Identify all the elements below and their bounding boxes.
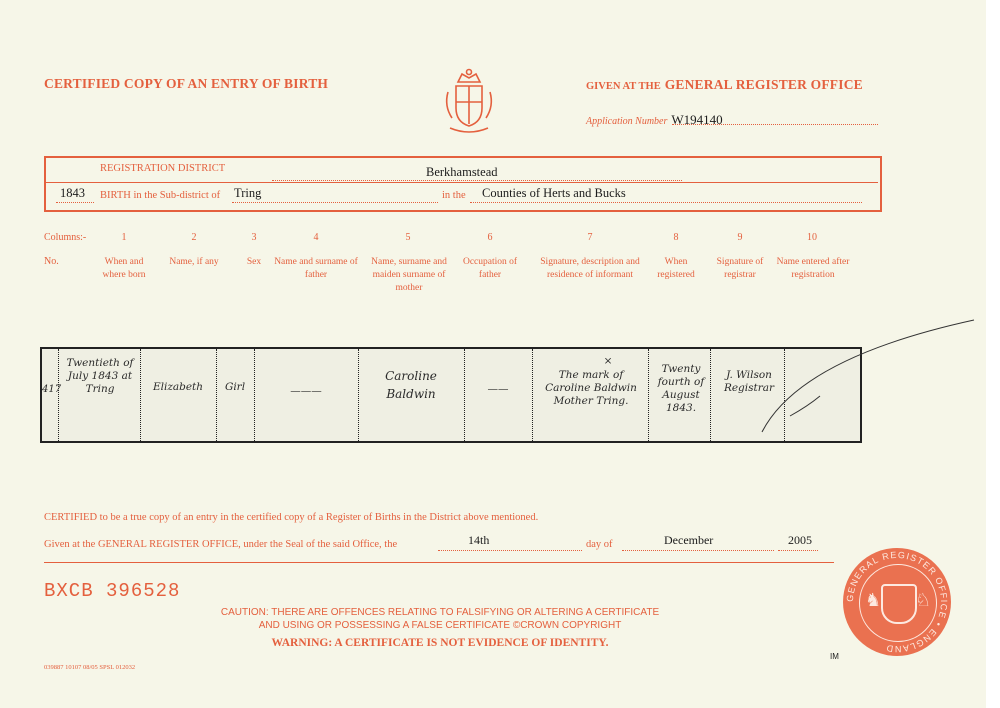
row-divider: [358, 349, 360, 441]
columns-label: Columns:-: [44, 232, 87, 243]
col-head-registered: When registered: [657, 257, 695, 280]
gro-heading: [586, 76, 863, 94]
certification-divider: [44, 562, 834, 563]
given-line: Given at the GENERAL REGISTER OFFICE, under the Seal of the said Office, the: [44, 539, 398, 550]
col-num-1: 1: [121, 232, 127, 243]
day-rule: [438, 550, 582, 551]
application-number: W194140: [671, 112, 723, 127]
row-divider: [254, 349, 256, 441]
entry-mother: Caroline Baldwin: [385, 369, 437, 401]
birth-label: BIRTH in the Sub-district of: [100, 190, 221, 201]
col-head-informant: Signature, description and residence of informant: [540, 257, 640, 280]
seal-lion-icon: ♞: [865, 590, 882, 610]
entry-name: Elizabeth: [152, 381, 204, 393]
year-value: 1843: [60, 186, 85, 200]
royal-crest-icon: [442, 68, 496, 138]
in-the-label: in the: [442, 190, 466, 201]
scan-margin: [986, 0, 1000, 708]
application-line: [586, 111, 723, 129]
col-num-6: 6: [487, 232, 493, 243]
col-head-registrar: Signature of registrar: [716, 257, 764, 280]
cert-year: 2005: [788, 533, 812, 547]
year-rule: [778, 550, 818, 551]
warning-line: WARNING: A CERTIFICATE IS NOT EVIDENCE OF IDENTITY.: [271, 637, 609, 649]
cancellation-stroke: [760, 318, 976, 438]
entry-number: 417: [42, 384, 62, 395]
entry-row: [40, 347, 862, 443]
year-rule: [56, 202, 94, 203]
row-divider: [710, 349, 712, 441]
row-divider: [464, 349, 466, 441]
entry-informant: The mark of Caroline Baldwin Mother Tring.: [545, 369, 637, 407]
month-rule: [622, 550, 774, 551]
seal-text-ring: [843, 548, 951, 656]
col-num-8: 8: [673, 232, 679, 243]
seal-text: GENERAL REGISTER OFFICE • ENGLAND: [844, 549, 950, 655]
col-head-occupation: Occupation of father: [462, 257, 518, 280]
seal-unicorn-icon: ♘: [915, 590, 932, 610]
day-of-label: day of: [586, 539, 613, 550]
col-num-7: 7: [587, 232, 593, 243]
entry-registered: Twenty fourth of August 1843.: [657, 363, 705, 414]
entry-sex: Girl: [224, 381, 246, 393]
gro-seal: [843, 548, 951, 656]
col-num-3: 3: [251, 232, 257, 243]
initials: IM: [830, 652, 839, 661]
district-divider: [46, 182, 878, 183]
col-num-4: 4: [313, 232, 319, 243]
district-rule: [272, 180, 682, 181]
row-divider: [532, 349, 534, 441]
col-head-sex: Sex: [246, 257, 262, 267]
district-value: Berkhamstead: [426, 165, 498, 179]
application-label: Application Number: [586, 116, 668, 127]
subdistrict-value: Tring: [234, 186, 262, 200]
counties-value: Counties of Herts and Bucks: [482, 186, 626, 200]
informant-mark-cross: ×: [603, 355, 613, 367]
col-head-name: Name, if any: [169, 257, 219, 267]
certificate-title: CERTIFIED COPY OF AN ENTRY OF BIRTH: [44, 76, 329, 91]
entry-father: ———: [290, 385, 322, 397]
gro-prefix: GIVEN AT THE: [586, 81, 661, 92]
col-num-2: 2: [191, 232, 197, 243]
subdistrict-rule: [232, 202, 438, 203]
col-head-after-reg: Name entered after registration: [776, 257, 850, 280]
entry-occupation: ——: [487, 383, 509, 395]
col-num-9: 9: [737, 232, 743, 243]
caution-line-2: AND USING OR POSSESSING A FALSE CERTIFICATE ©CROWN COPYRIGHT: [258, 620, 622, 631]
row-divider: [648, 349, 650, 441]
cert-day: 14th: [468, 533, 490, 547]
footer-code: 039887 10107 08/05 SPSL 012032: [44, 664, 136, 671]
gro-title: GENERAL REGISTER OFFICE: [664, 77, 863, 92]
entry-when-where: Twentieth of July 1843 at Tring: [66, 357, 134, 395]
svg-text:GENERAL REGISTER OFFICE • ENGL: [845, 550, 949, 654]
entry-registrar: J. Wilson Registrar: [723, 369, 775, 394]
cert-month: December: [664, 533, 714, 547]
certified-line: CERTIFIED to be a true copy of an entry in the certified copy of a Register of Births in the District above mentioned.: [44, 512, 539, 523]
counties-rule: [470, 202, 862, 203]
col-head-when-born: When and where born: [102, 257, 146, 280]
col-num-10: 10: [807, 232, 817, 243]
no-label: No.: [44, 256, 59, 267]
col-num-5: 5: [405, 232, 411, 243]
col-head-father: Name and surname of father: [274, 257, 358, 280]
application-rule: [672, 124, 878, 125]
row-divider: [216, 349, 218, 441]
row-divider: [140, 349, 142, 441]
serial-number: BXCB 396528: [44, 580, 181, 602]
district-label: REGISTRATION DISTRICT: [100, 163, 226, 174]
caution-line-1: CAUTION: THERE ARE OFFENCES RELATING TO FALSIFYING OR ALTERING A CERTIFICATE: [220, 607, 660, 618]
col-head-mother: Name, surname and maiden surname of mother: [371, 257, 447, 293]
